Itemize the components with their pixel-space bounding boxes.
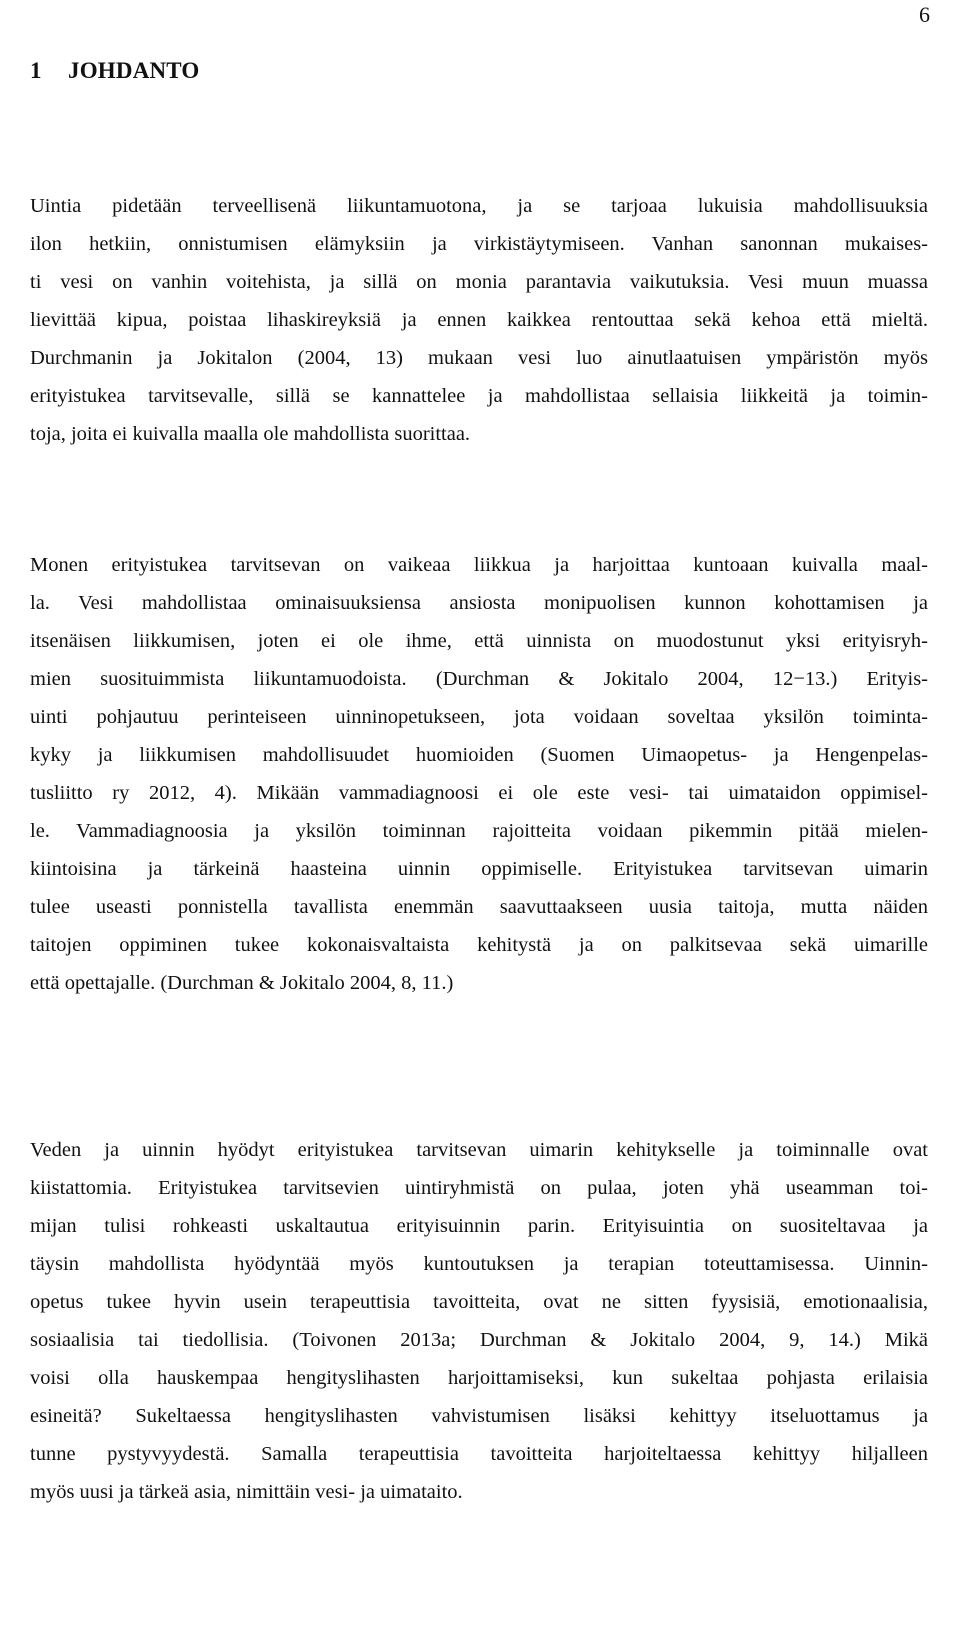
paragraph-3 [30, 1131, 928, 1511]
text-line: Veden ja uinnin hyödyt erityistukea tarvitsevan uimarin kehitykselle ja toiminnalle ovat [30, 1139, 928, 1161]
text-line: kyky ja liikkumisen mahdollisuudet huomioiden (Suomen Uimaopetus- ja Hengenpelas- [30, 744, 928, 766]
chapter-title: JOHDANTO [68, 58, 200, 83]
text-line: Uintia pidetään terveellisenä liikuntamuotona, ja se tarjoaa lukuisia mahdollisuuksia [30, 195, 928, 217]
text-line: täysin mahdollista hyödyntää myös kuntoutuksen ja terapian toteuttamisessa. Uinnin- [30, 1253, 928, 1275]
text-line: myös uusi ja tärkeä asia, nimittäin vesi- ja uimataito. [30, 1481, 463, 1503]
text-line: erityistukea tarvitsevalle, sillä se kannattelee ja mahdollistaa sellaisia liikkeitä ja toimin- [30, 385, 928, 407]
text-line: esineitä? Sukeltaessa hengityslihasten vahvistumisen lisäksi kehittyy itseluottamus ja [30, 1405, 928, 1427]
text-line: ti vesi on vanhin voitehista, ja sillä on monia parantavia vaikutuksia. Vesi muun muassa [30, 271, 928, 293]
text-line: voisi olla hauskempaa hengityslihasten harjoittamiseksi, kun sukeltaa pohjasta erilaisia [30, 1367, 928, 1389]
page-number: 6 [919, 2, 930, 27]
text-line: le. Vammadiagnoosia ja yksilön toiminnan rajoitteita voidaan pikemmin pitää mielen- [30, 820, 928, 842]
text-line: lievittää kipua, poistaa lihaskireyksiä ja ennen kaikkea rentouttaa sekä kehoa että mieltä. [30, 309, 928, 331]
text-line: Durchmanin ja Jokitalon (2004, 13) mukaan vesi luo ainutlaatuisen ympäristön myös [30, 347, 928, 369]
text-line: uinti pohjautuu perinteiseen uinninopetukseen, jota voidaan soveltaa yksilön toiminta- [30, 706, 928, 728]
text-line: sosiaalisia tai tiedollisia. (Toivonen 2013a; Durchman & Jokitalo 2004, 9, 14.) Mikä [30, 1329, 928, 1351]
text-line: kiintoisina ja tärkeinä haasteina uinnin oppimiselle. Erityistukea tarvitsevan uimarin [30, 858, 928, 880]
text-line: itsenäisen liikkumisen, joten ei ole ihme, että uinnista on muodostunut yksi erityisryh- [30, 630, 928, 652]
paragraph-2 [30, 546, 928, 1002]
text-line: että opettajalle. (Durchman & Jokitalo 2004, 8, 11.) [30, 972, 454, 994]
text-line: ilon hetkiin, onnistumisen elämyksiin ja virkistäytymiseen. Vanhan sanonnan mukaises- [30, 233, 928, 255]
text-line: taitojen oppiminen tukee kokonaisvaltaista kehitystä ja on palkitsevaa sekä uimarille [30, 934, 928, 956]
text-line: kiistattomia. Erityistukea tarvitsevien uintiryhmistä on pulaa, joten yhä useamman toi- [30, 1177, 928, 1199]
text-line: tulee useasti ponnistella tavallista enemmän saavuttaakseen uusia taitoja, mutta näiden [30, 896, 928, 918]
text-line: tusliitto ry 2012, 4). Mikään vammadiagnoosi ei ole este vesi- tai uimataidon oppimisel- [30, 782, 928, 804]
text-line: Monen erityistukea tarvitsevan on vaikeaa liikkua ja harjoittaa kuntoaan kuivalla maal- [30, 554, 928, 576]
text-line: la. Vesi mahdollistaa ominaisuuksiensa ansiosta monipuolisen kunnon kohottamisen ja [30, 592, 928, 614]
text-line: opetus tukee hyvin usein terapeuttisia tavoitteita, ovat ne sitten fyysisiä, emotionaalisia, [30, 1291, 928, 1313]
text-line: mien suosituimmista liikuntamuodoista. (Durchman & Jokitalo 2004, 12−13.) Erityis- [30, 668, 928, 690]
chapter-heading [30, 56, 200, 86]
text-line: mijan tulisi rohkeasti uskaltautua erityisuinnin parin. Erityisuintia on suositeltavaa ja [30, 1215, 928, 1237]
text-line: tunne pystyvyydestä. Samalla terapeuttisia tavoitteita harjoiteltaessa kehittyy hiljalleen [30, 1443, 928, 1465]
chapter-number: 1 [30, 58, 42, 83]
paragraph-1 [30, 187, 928, 453]
text-line: toja, joita ei kuivalla maalla ole mahdollista suorittaa. [30, 423, 471, 445]
